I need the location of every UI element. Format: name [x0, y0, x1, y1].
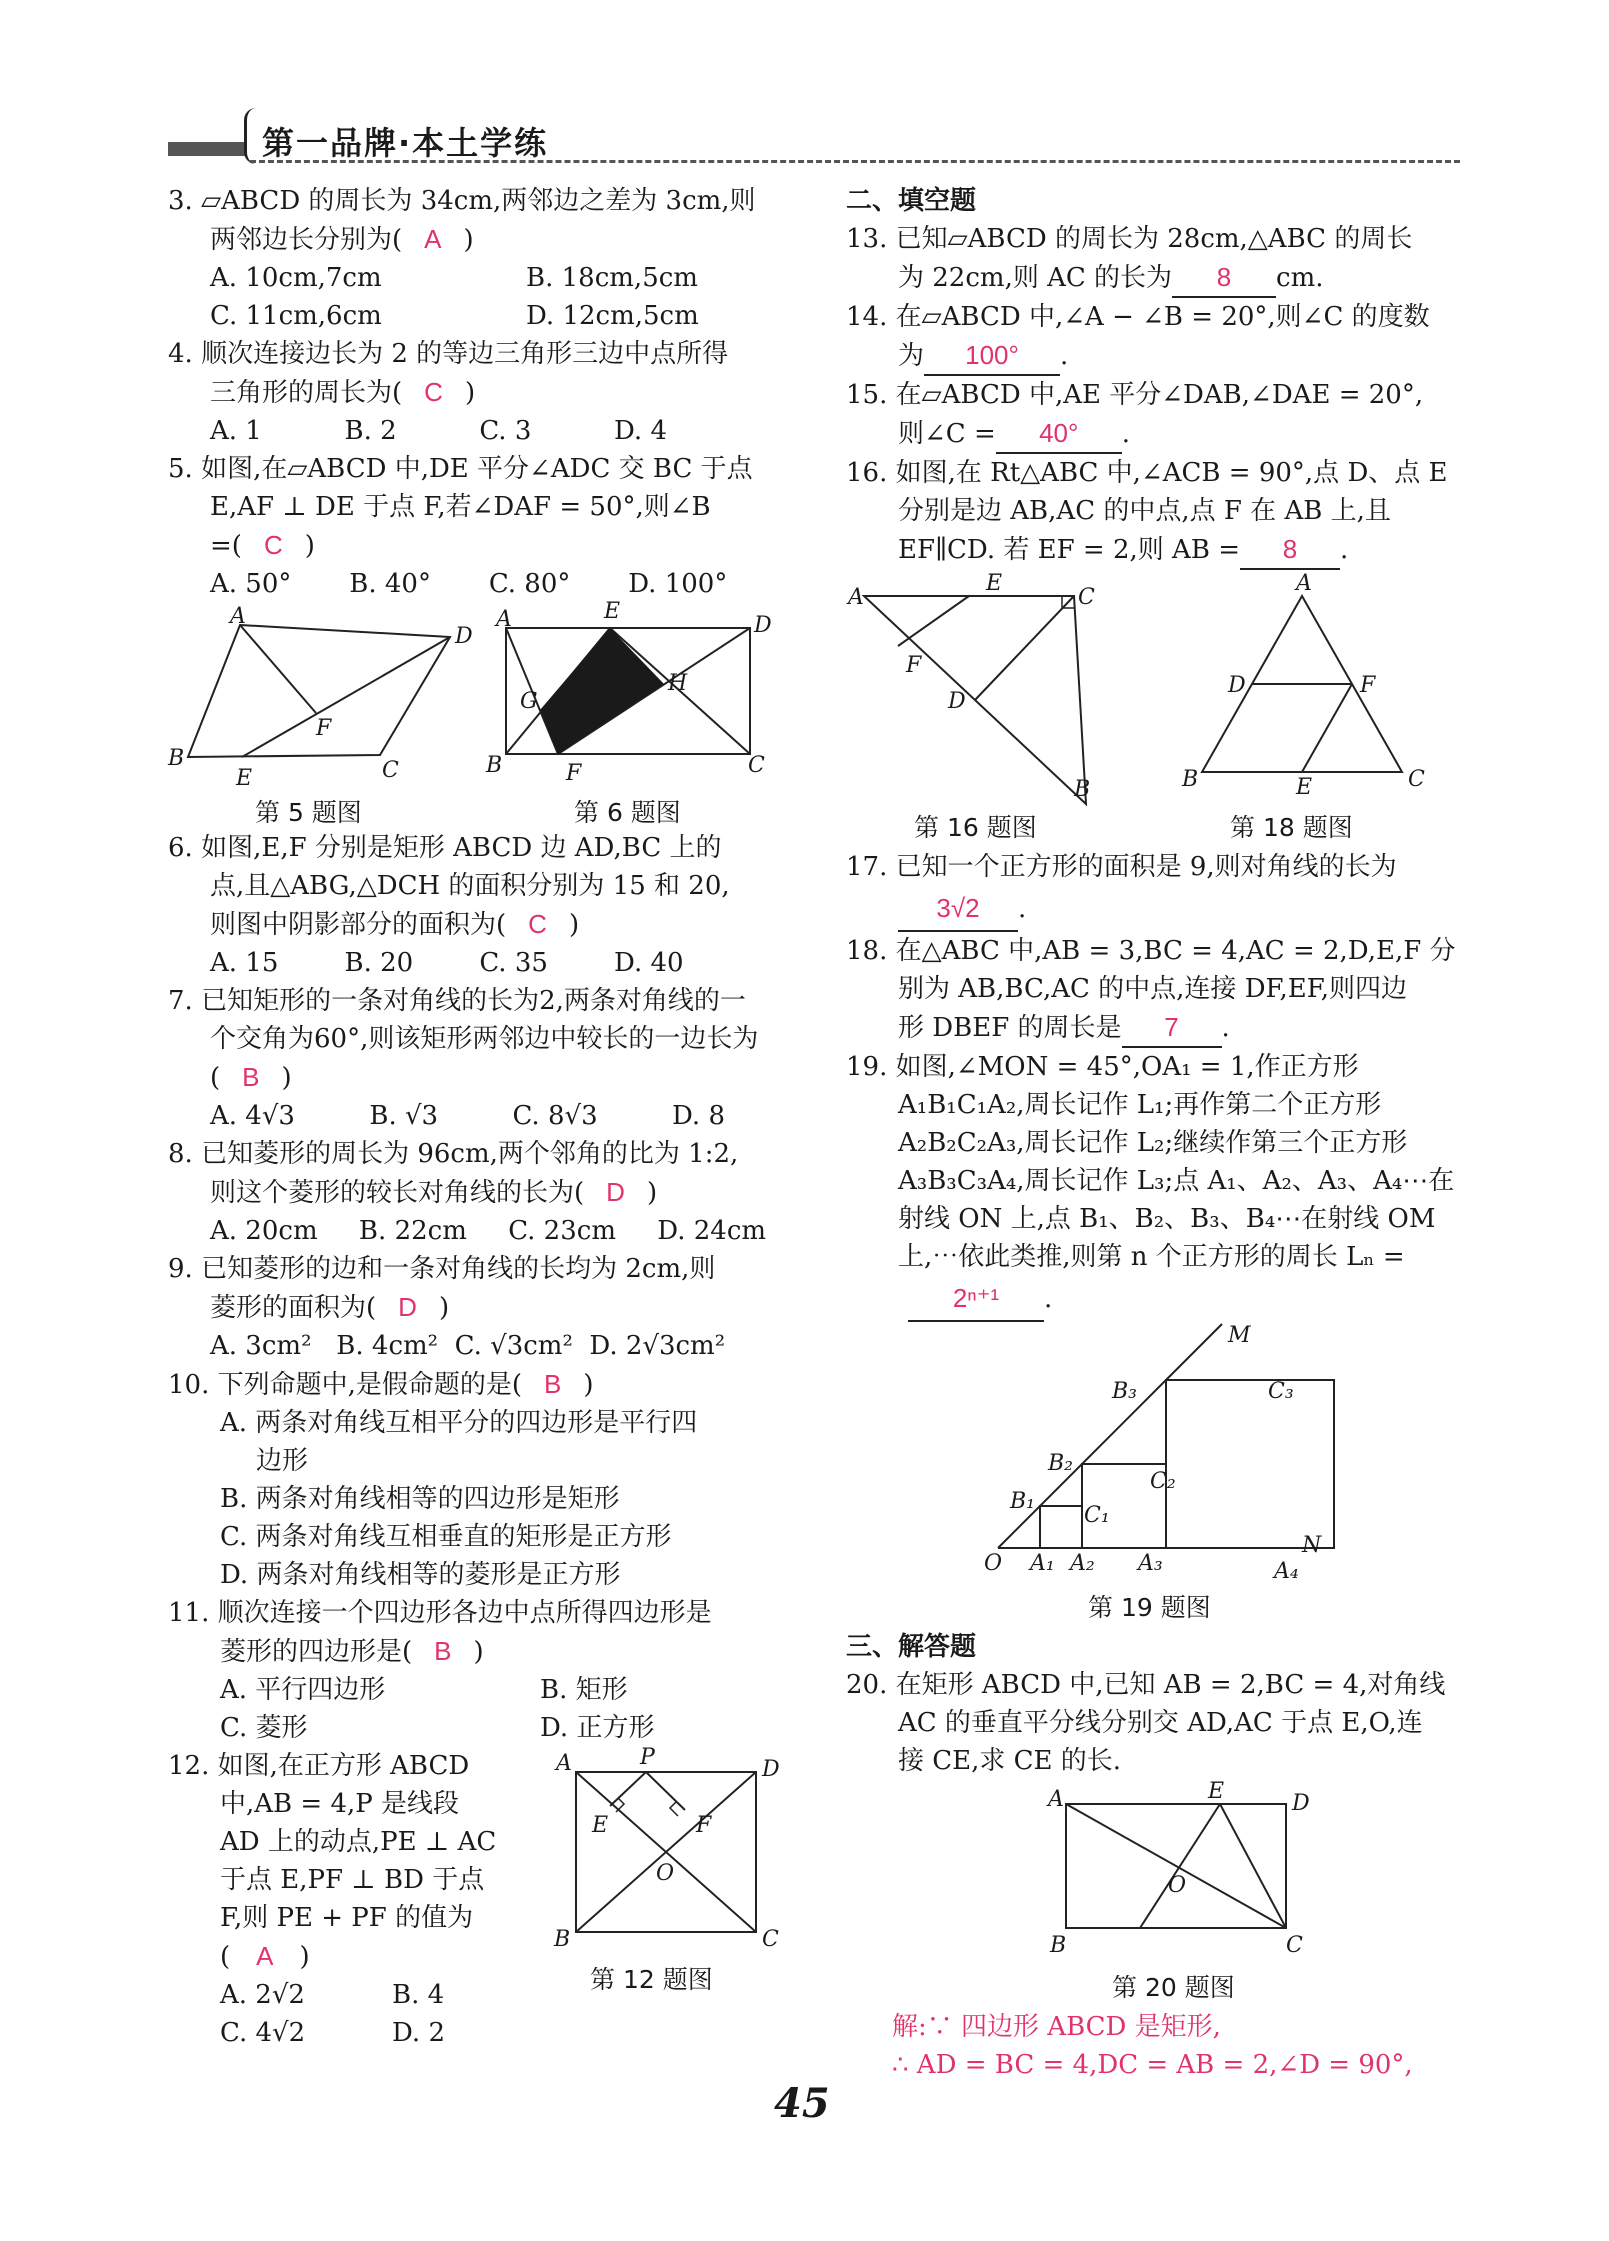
svg-text:E: E: [592, 1813, 609, 1838]
q16-answer: 8: [1240, 530, 1340, 570]
q6-line1: 6. 如图,E,F 分别是矩形 ABCD 边 AD,BC 上的: [168, 833, 722, 863]
q17-line1: 17. 已知一个正方形的面积是 9,则对角线的长为: [846, 852, 1397, 882]
q20-line1: 20. 在矩形 ABCD 中,已知 AB = 2,BC = 4,对角线: [846, 1670, 1446, 1700]
q19-line6: 上,⋯依此类推,则第 n 个正方形的周长 Lₙ =: [898, 1242, 1405, 1272]
svg-text:F: F: [696, 1813, 712, 1838]
q10-option-c: C. 两条对角线互相垂直的矩形是正方形: [220, 1522, 672, 1552]
q12-line6: ( A ): [220, 1941, 310, 1972]
svg-text:D: D: [762, 1757, 780, 1782]
q12-answer: A: [256, 1941, 274, 1971]
q8-answer: D: [606, 1177, 625, 1207]
svg-text:H: H: [668, 671, 688, 696]
svg-text:E: E: [986, 571, 1003, 596]
figure-12: [548, 1740, 788, 1955]
svg-text:O: O: [656, 1861, 675, 1886]
q9-answer: D: [398, 1292, 417, 1322]
q5-line3: =( C ): [210, 530, 315, 561]
q15-line2: 则∠C = 40° .: [846, 414, 1466, 454]
svg-text:E: E: [1208, 1779, 1225, 1804]
fig16-caption: 第 16 题图: [914, 813, 1037, 842]
svg-text:A: A: [848, 585, 864, 610]
q11-options-cd: C. 菱形 D. 正方形: [220, 1713, 655, 1743]
figure-19: [978, 1322, 1338, 1584]
q12-line4: 于点 E,PF ⊥ BD 于点: [220, 1865, 485, 1895]
q6-line2: 点,且△ABG,△DCH 的面积分别为 15 和 20,: [210, 871, 730, 901]
q14-line2: 为 100° .: [846, 336, 1466, 376]
q3-answer: A: [424, 224, 442, 254]
svg-text:B: B: [1182, 767, 1199, 792]
q19-line2: A₁B₁C₁A₂,周长记作 L₁;再作第二个正方形: [898, 1090, 1382, 1120]
q6-answer: C: [528, 909, 547, 939]
q17-answer: 3√2: [898, 886, 1018, 932]
svg-text:A₃: A₃: [1138, 1551, 1163, 1576]
left-column: [168, 182, 788, 603]
q18-line2: 别为 AB,BC,AC 的中点,连接 DF,EF,则四边: [898, 974, 1408, 1004]
section-fill-in: 二、填空题: [846, 186, 977, 216]
q4-line1: 4. 顺次连接边长为 2 的等边三角形三边中点所得: [168, 339, 729, 369]
svg-text:P: P: [640, 1745, 655, 1770]
q7-options: A. 4√3 B. √3 C. 8√3 D. 8: [210, 1101, 725, 1131]
svg-text:D: D: [1228, 673, 1246, 698]
q13-line1: 13. 已知▱ABCD 的周长为 28cm,△ABC 的周长: [846, 224, 1413, 254]
q5-line2: E,AF ⊥ DE 于点 F,若∠DAF = 50°,则∠B: [210, 492, 711, 522]
solution-line1: 解:∵ 四边形 ABCD 是矩形,: [892, 2012, 1221, 2042]
q19-line7: 2ⁿ⁺¹ .: [846, 1276, 1466, 1322]
svg-text:B₂: B₂: [1048, 1451, 1073, 1476]
q9-line2: 菱形的面积为( D ): [210, 1292, 450, 1323]
q7-line3: ( B ): [210, 1062, 292, 1093]
svg-text:C: C: [1286, 1933, 1303, 1958]
q10-option-a1: A. 两条对角线互相平分的四边形是平行四: [220, 1408, 698, 1438]
q20-line2: AC 的垂直平分线分别交 AD,AC 于点 E,O,连: [898, 1708, 1423, 1738]
svg-text:F: F: [566, 761, 582, 786]
q4-answer: C: [424, 377, 443, 407]
q14-answer: 100°: [924, 336, 1060, 376]
figure-6: [478, 600, 778, 790]
q12-line3: AD 上的动点,PE ⊥ AC: [220, 1827, 497, 1857]
q14-line1: 14. 在▱ABCD 中,∠A − ∠B = 20°,则∠C 的度数: [846, 302, 1430, 332]
svg-text:B₁: B₁: [1010, 1489, 1035, 1514]
q15-answer: 40°: [996, 414, 1122, 454]
q16-line1: 16. 如图,在 Rt△ABC 中,∠ACB = 90°,点 D、点 E: [846, 458, 1448, 488]
svg-text:E: E: [1296, 775, 1313, 800]
q8-options: A. 20cm B. 22cm C. 23cm D. 24cm: [210, 1216, 767, 1246]
figure-18: [1180, 572, 1440, 802]
q19-line3: A₂B₂C₂A₃,周长记作 L₂;继续作第三个正方形: [898, 1128, 1408, 1158]
q11-options-ab: A. 平行四边形 B. 矩形: [220, 1675, 628, 1705]
q5-options: A. 50° B. 40° C. 80° D. 100°: [210, 569, 728, 599]
q12-options-ab: A. 2√2 B. 4: [220, 1980, 445, 2010]
svg-text:D: D: [1292, 1791, 1310, 1816]
figure-20: [1036, 1774, 1316, 1964]
q11-line1: 11. 顺次连接一个四边形各边中点所得四边形是: [168, 1598, 712, 1628]
figure-16: [846, 572, 1116, 812]
section-solve: 三、解答题: [846, 1632, 977, 1662]
svg-text:D: D: [754, 613, 772, 638]
svg-text:C: C: [1408, 767, 1425, 792]
svg-text:B: B: [168, 746, 185, 771]
q10-answer: B: [544, 1369, 562, 1399]
q16-line3: EF∥CD. 若 EF = 2,则 AB = 8 .: [846, 530, 1466, 570]
q19-line1: 19. 如图,∠MON = 45°,OA₁ = 1,作正方形: [846, 1052, 1359, 1082]
svg-text:O: O: [984, 1551, 1003, 1576]
q12-line5: F,则 PE + PF 的值为: [220, 1903, 474, 1933]
svg-text:A: A: [1296, 571, 1312, 596]
svg-text:A₁: A₁: [1030, 1551, 1055, 1576]
q7-line2: 个交角为60°,则该矩形两邻边中较长的一边长为: [210, 1024, 759, 1054]
q5-line1: 5. 如图,在▱ABCD 中,DE 平分∠ADC 交 BC 于点: [168, 454, 753, 484]
q12-line2: 中,AB = 4,P 是线段: [220, 1789, 460, 1819]
svg-text:C: C: [1078, 585, 1095, 610]
q13-answer: 8: [1172, 258, 1276, 298]
q4-line2: 三角形的周长为( C ): [210, 377, 476, 408]
q20-line3: 接 CE,求 CE 的长.: [898, 1746, 1122, 1776]
right-column-3: [846, 1628, 1466, 1780]
q18-line3: 形 DBEF 的周长是 7 .: [846, 1008, 1466, 1048]
q7-line1: 7. 已知矩形的一条对角线的长为2,两条对角线的一: [168, 986, 746, 1016]
q12-options-cd: C. 4√2 D. 2: [220, 2018, 445, 2048]
svg-text:B: B: [1050, 1933, 1067, 1958]
page-number: 45: [774, 2080, 830, 2127]
svg-text:D: D: [455, 624, 473, 649]
q18-line1: 18. 在△ABC 中,AB = 3,BC = 4,AC = 2,D,E,F 分: [846, 936, 1456, 966]
right-column: [846, 182, 1466, 570]
svg-text:B: B: [486, 753, 503, 778]
q10-option-b: B. 两条对角线相等的四边形是矩形: [220, 1484, 620, 1514]
fig19-caption: 第 19 题图: [1088, 1593, 1211, 1622]
q11-line2: 菱形的四边形是( B ): [220, 1636, 484, 1667]
q11-answer: B: [434, 1636, 452, 1666]
q16-line2: 分别是边 AB,AC 的中点,点 F 在 AB 上,且: [898, 496, 1391, 526]
svg-text:A: A: [556, 1751, 572, 1776]
q8-line1: 8. 已知菱形的周长为 96cm,两个邻角的比为 1:2,: [168, 1139, 739, 1169]
svg-text:B: B: [1074, 777, 1091, 802]
q13-line2: 为 22cm,则 AC 的长为 8 cm.: [846, 258, 1466, 298]
svg-text:A: A: [496, 607, 512, 632]
q7-answer: B: [242, 1062, 260, 1092]
q4-options: A. 1 B. 2 C. 3 D. 4: [210, 416, 667, 446]
q19-line4: A₃B₃C₃A₄,周长记作 L₃;点 A₁、A₂、A₃、A₄⋯在: [898, 1166, 1455, 1196]
q3-line2: 两邻边长分别为( A ): [210, 224, 474, 255]
q12-line1: 12. 如图,在正方形 ABCD: [168, 1751, 470, 1781]
svg-text:F: F: [316, 716, 332, 741]
header-title: 第一品牌·本土学练: [262, 124, 549, 162]
svg-text:C₂: C₂: [1150, 1469, 1176, 1494]
q17-line2: 3√2 .: [846, 886, 1466, 932]
q18-answer: 7: [1122, 1008, 1222, 1048]
q19-line5: 射线 ON 上,点 B₁、B₂、B₃、B₄⋯在射线 OM: [898, 1204, 1436, 1234]
fig12-caption: 第 12 题图: [590, 1965, 713, 1994]
q19-answer: 2ⁿ⁺¹: [908, 1276, 1044, 1322]
svg-text:F: F: [1360, 673, 1376, 698]
q5-answer: C: [263, 530, 283, 560]
svg-text:C₃: C₃: [1268, 1379, 1294, 1404]
svg-text:A: A: [230, 604, 246, 629]
q3-options-ab: A. 10cm,7cm B. 18cm,5cm: [210, 263, 698, 293]
header-bar: [168, 142, 246, 156]
svg-text:G: G: [520, 689, 538, 714]
svg-text:A₂: A₂: [1070, 1551, 1095, 1576]
figure-5: [160, 604, 473, 795]
q9-options: A. 3cm² B. 4cm² C. √3cm² D. 2√3cm²: [210, 1331, 726, 1361]
q3-options-cd: C. 11cm,6cm D. 12cm,5cm: [210, 301, 699, 331]
svg-text:C: C: [748, 753, 765, 778]
right-column-2: [846, 848, 1466, 1322]
q10-line1: 10. 下列命题中,是假命题的是( B ): [168, 1369, 594, 1400]
q3-line1: 3. ▱ABCD 的周长为 34cm,两邻边之差为 3cm,则: [168, 186, 756, 216]
header-bracket: [244, 108, 261, 164]
fig6-caption: 第 6 题图: [574, 798, 681, 827]
svg-text:C: C: [762, 1927, 779, 1952]
svg-text:B: B: [554, 1927, 571, 1952]
svg-text:E: E: [236, 766, 253, 791]
svg-text:A: A: [1048, 1787, 1064, 1812]
fig18-caption: 第 18 题图: [1230, 813, 1353, 842]
fig5-caption: 第 5 题图: [255, 798, 362, 827]
q15-line1: 15. 在▱ABCD 中,AE 平分∠DAB,∠DAE = 20°,: [846, 380, 1424, 410]
q10-option-d: D. 两条对角线相等的菱形是正方形: [220, 1560, 621, 1590]
svg-text:F: F: [906, 653, 922, 678]
q10-option-a2: 边形: [256, 1446, 309, 1476]
svg-text:M: M: [1228, 1323, 1251, 1348]
q6-line3: 则图中阴影部分的面积为( C ): [210, 909, 580, 940]
fig20-caption: 第 20 题图: [1112, 1973, 1235, 2002]
q9-line1: 9. 已知菱形的边和一条对角线的长均为 2cm,则: [168, 1254, 716, 1284]
solution-line2: ∴ AD = BC = 4,DC = AB = 2,∠D = 90°,: [892, 2050, 1413, 2080]
svg-text:C: C: [382, 758, 399, 783]
svg-text:O: O: [1168, 1873, 1187, 1898]
q6-options: A. 15 B. 20 C. 35 D. 40: [210, 948, 684, 978]
svg-text:A₄: A₄: [1274, 1559, 1299, 1584]
q8-line2: 则这个菱形的较长对角线的长为( D ): [210, 1177, 658, 1208]
svg-text:C₁: C₁: [1084, 1503, 1110, 1528]
svg-text:B₃: B₃: [1112, 1379, 1137, 1404]
header-divider: [250, 160, 1460, 163]
svg-text:E: E: [604, 599, 621, 624]
svg-text:D: D: [948, 689, 966, 714]
svg-text:N: N: [1302, 1533, 1322, 1558]
